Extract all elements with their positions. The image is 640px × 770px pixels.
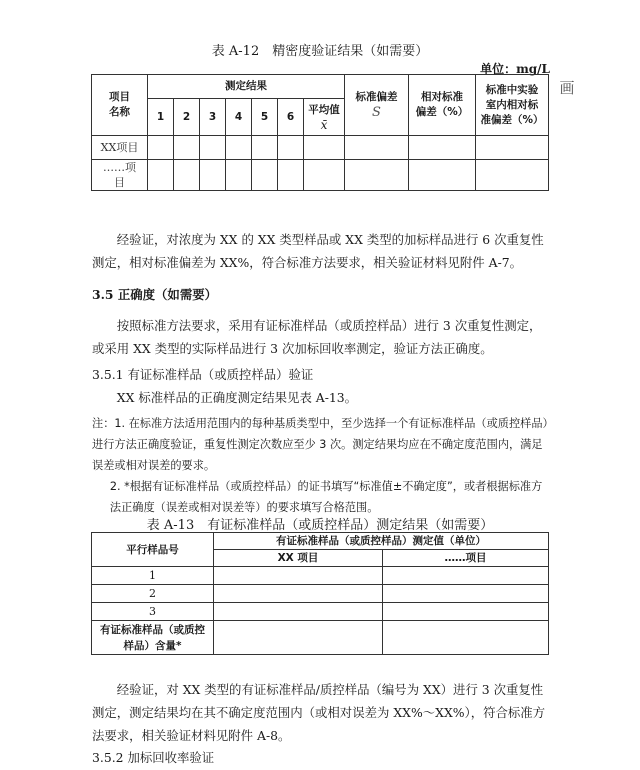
header-mean: [304, 99, 345, 136]
section-3-5-heading: 3.5 正确度（如需要）: [92, 287, 217, 302]
header-measured-values: 有证标准样品（或质控样品）测定值（单位）: [214, 533, 549, 550]
row-label-other: ……项 目: [92, 160, 148, 191]
header-col-2: 2: [174, 99, 200, 136]
table-a13-reference: XX 标准样品的正确度测定结果见表 A-13。: [116, 390, 358, 405]
table-row: [92, 567, 549, 585]
table-a12-caption: 表 A-12 精密度验证结果（如需要）: [211, 44, 429, 59]
table-row: [92, 603, 549, 621]
table-row: [92, 585, 549, 603]
header-col-1: 1: [148, 99, 174, 136]
header-lab-rsd: 标准中实验 室内相对标 准偏差（%）: [476, 75, 549, 136]
table-a13-caption: 表 A-13 有证标准样品（或质控样品）测定结果（如需要）: [146, 518, 494, 533]
header-sd-label: 标准偏差: [355, 91, 398, 103]
header-rsd: 相对标准 偏差（%）: [409, 75, 476, 136]
row-label-xx: XX项目: [92, 136, 148, 160]
header-results: 测定结果: [148, 75, 345, 99]
frame-icon[interactable]: 画: [559, 79, 575, 97]
header-mean-label: 平均值: [308, 103, 340, 116]
header-sd-symbol: S: [372, 105, 381, 120]
trueness-conclusion: 经验证，对 XX 类型的有证标准样品/质控样品（编号为 XX）进行 3 次重复性测定，测定结果均在其不确定度范围内（或相对误差为 XX%～XX%），符合标准方法要求，相关验证材料见附件 A-8。: [92, 682, 546, 743]
header-col-6: 6: [278, 99, 304, 136]
section-3-5-1-heading: 3.5.1 有证标准样品（或质控样品）验证: [92, 367, 314, 382]
precision-table: [91, 74, 549, 191]
note-1: 注：1. 在标准方法适用范围内的每种基质类型中，至少选择一个有证标准样品（或质控样品）进行方法正确度验证，重复性测定次数应至少 3 次。测定结果均应在不确定度范围内，满足误差或相对误差的要求。: [92, 417, 549, 472]
header-mean-symbol: x̄: [320, 117, 328, 132]
header-col-other: ……项目: [383, 550, 549, 567]
sample-no-2: 2: [92, 585, 214, 603]
header-col-5: 5: [252, 99, 278, 136]
table-a12-unit: 单位：mg/L: [480, 62, 550, 76]
table-row: [92, 160, 549, 191]
header-col-4: 4: [226, 99, 252, 136]
trueness-intro: 按照标准方法要求，采用有证标准样品（或质控样品）进行 3 次重复性测定，或采用 XX 类型的实际样品进行 3 次加标回收率测定，验证方法正确度。: [92, 318, 542, 356]
section-3-5-2-heading: 3.5.2 加标回收率验证: [92, 750, 215, 765]
sample-no-3: 3: [92, 603, 214, 621]
table-row: [92, 621, 549, 655]
header-col-3: 3: [200, 99, 226, 136]
note-2: 2. *根据有证标准样品（或质控样品）的证书填写“标准值±不确定度”，或者根据标准方法正确度（误差或相对误差等）的要求填写合格范围。: [109, 480, 543, 514]
reference-material-table: [91, 532, 549, 655]
header-col-xx: XX 项目: [214, 550, 383, 567]
header-sample-no: 平行样品号: [92, 533, 214, 567]
table-row: [92, 136, 549, 160]
reference-content-label: 有证标准样品（或质控 样品）含量*: [92, 621, 214, 655]
precision-conclusion: 经验证，对浓度为 XX 的 XX 类型样品或 XX 类型的加标样品进行 6 次重复性测定，相对标准偏差为 XX%，符合标准方法要求，相关验证材料见附件 A-7。: [92, 232, 544, 270]
sample-no-1: 1: [92, 567, 214, 585]
header-item-name: 项目 名称: [92, 75, 148, 136]
header-sd: [345, 75, 409, 136]
